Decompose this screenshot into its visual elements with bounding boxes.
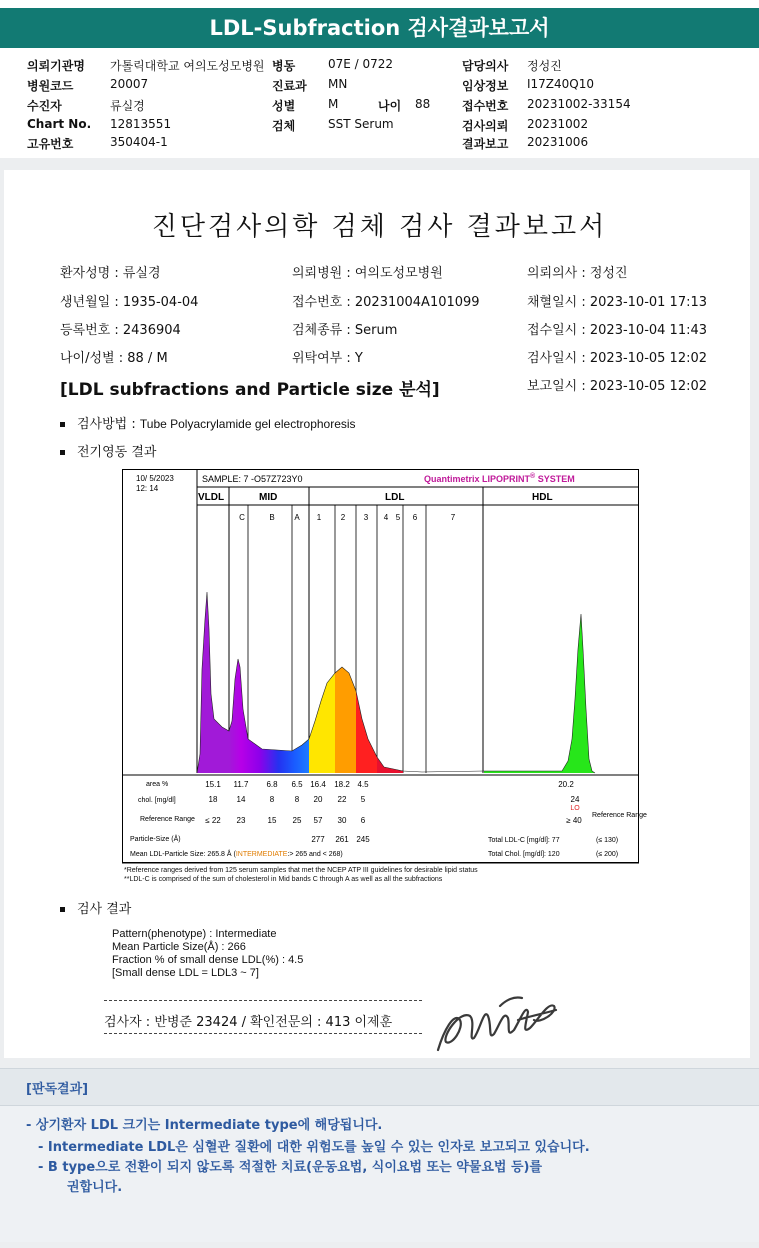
signoff-divider xyxy=(104,1000,422,1001)
value-request-date: 20231002 xyxy=(527,117,589,131)
hdl-chol: 24 xyxy=(570,795,580,804)
value-department: MN xyxy=(328,77,348,91)
signature-image xyxy=(430,990,565,1058)
footnote-2: **LDL-C is comprised of the sum of cholesterol in Mid bands C through A as well as all the subfractions xyxy=(124,876,443,883)
method-value: Tube Polyacrylamide gel electrophoresis xyxy=(139,417,356,431)
label-receipt-no: 접수번호 xyxy=(462,99,509,113)
particle-size-label: Particle-Size (Å) xyxy=(130,836,181,843)
info-birth: 생년월일 : 1935-04-04 xyxy=(60,295,199,310)
label-specimen: 검체 xyxy=(272,119,296,133)
info-reg-no: 등록번호 : 2436904 xyxy=(60,323,181,338)
band-label-4: 4 xyxy=(383,513,389,522)
footnote-1: *Reference ranges derived from 125 serum samples that met the NCEP ATP III guidelines for desirable lipid status xyxy=(124,867,478,874)
band-label-C: C xyxy=(239,513,245,522)
particle-size-value: 261 xyxy=(335,835,349,844)
value-doctor: 정성진 xyxy=(527,59,562,73)
bullet-dot xyxy=(60,450,65,455)
reference-range-right: Reference Range xyxy=(592,812,647,819)
chol-value: 5 xyxy=(360,795,366,804)
reference-value: 30 xyxy=(337,816,347,825)
chart-date: 10/ 5/2023 xyxy=(136,474,174,483)
result-label: 검사 결과 xyxy=(77,902,132,917)
info-collect-time: 채혈일시 : 2023-10-01 17:13 xyxy=(527,295,708,310)
label-department: 진료과 xyxy=(272,79,307,93)
info-patient-name: 환자성명 : 류실경 xyxy=(60,266,161,281)
brand-name: Quantimetrix LIPOPRINT xyxy=(424,474,531,484)
chol-value: 8 xyxy=(294,795,300,804)
area-value: 11.7 xyxy=(233,780,249,789)
value-report-date: 20231006 xyxy=(527,135,589,149)
hdl-reference: ≥ 40 xyxy=(566,816,582,825)
label-patient: 수진자 xyxy=(27,99,62,113)
total-ldl-ref: (≤ 130) xyxy=(596,837,619,844)
interpretation-line-1: - 상기환자 LDL 크기는 Intermediate type에 해당됩니다. xyxy=(26,1118,383,1133)
label-chart-no: Chart No. xyxy=(27,117,92,131)
interpretation-title: [판독결과] xyxy=(26,1082,89,1097)
hdl-area: 20.2 xyxy=(558,780,574,789)
result-mean-size: Mean Particle Size(Å) : 266 xyxy=(112,941,246,953)
value-institution: 가톨릭대학교 여의도성모병원 xyxy=(110,59,265,73)
bullet-dot xyxy=(60,907,65,912)
total-chol-ref: (≤ 200) xyxy=(596,851,619,858)
row-label-area: area % xyxy=(146,781,169,788)
area-value: 18.2 xyxy=(334,780,350,789)
label-ward: 병동 xyxy=(272,59,296,73)
area-value: 15.1 xyxy=(205,780,221,789)
label-hospital-code: 병원코드 xyxy=(27,79,74,93)
method-label: 검사방법 : xyxy=(77,417,140,432)
group-ldl: LDL xyxy=(385,492,405,503)
area-value: 4.5 xyxy=(357,780,369,789)
band-label-B: B xyxy=(269,513,275,522)
method-line xyxy=(60,413,356,432)
info-receipt: 접수번호 : 20231004A101099 xyxy=(292,295,480,310)
reference-value: 57 xyxy=(313,816,323,825)
result-pattern: Pattern(phenotype) : Intermediate xyxy=(112,928,277,940)
band-label-A: A xyxy=(294,513,300,522)
hdl-flag: LO xyxy=(570,805,580,812)
group-vldl: VLDL xyxy=(198,492,225,503)
value-sex: M xyxy=(328,97,339,111)
signoff-text: 검사자 : 반병준 23424 / 확인전문의 : 413 이제훈 xyxy=(104,1015,393,1030)
value-hospital-code: 20007 xyxy=(110,77,149,91)
bullet-dot xyxy=(60,422,65,427)
brand-registered: ® xyxy=(530,473,536,480)
band-label-5: 5 xyxy=(395,513,401,522)
chol-value: 18 xyxy=(208,795,218,804)
lab-report-title: 진단검사의학 검체 검사 결과보고서 xyxy=(151,212,608,242)
chart-sample: SAMPLE: 7 -O57Z723Y0 xyxy=(202,474,303,484)
info-age-sex: 나이/성별 : 88 / M xyxy=(60,351,168,366)
label-age: 나이 xyxy=(378,99,402,113)
result-block xyxy=(112,928,303,980)
reference-value: 15 xyxy=(267,816,277,825)
info-test-time: 검사일시 : 2023-10-05 12:02 xyxy=(527,351,708,366)
reference-value: 6 xyxy=(360,816,366,825)
value-receipt-no: 20231002-33154 xyxy=(527,97,631,111)
label-report-date: 결과보고 xyxy=(462,137,509,151)
mean-ldl-size xyxy=(130,849,343,858)
value-specimen: SST Serum xyxy=(328,117,394,131)
area-value: 6.5 xyxy=(291,780,303,789)
result-small-dense: Fraction % of small dense LDL(%) : 4.5 xyxy=(112,954,304,966)
label-institution: 의뢰기관명 xyxy=(27,59,85,73)
reference-value: ≤ 22 xyxy=(205,816,221,825)
reference-value: 25 xyxy=(292,816,302,825)
mean-class: INTERMEDIATE xyxy=(235,851,288,858)
label-doctor: 담당의사 xyxy=(462,59,509,73)
chart-brand xyxy=(424,472,575,484)
reference-value: 23 xyxy=(236,816,246,825)
value-patient: 류실경 xyxy=(110,99,145,113)
group-mid: MID xyxy=(259,492,278,503)
particle-size-value: 245 xyxy=(356,835,370,844)
result-line xyxy=(60,898,131,917)
report-title: LDL-Subfraction 검사결과보고서 xyxy=(0,8,759,48)
band-label-7: 7 xyxy=(450,513,456,522)
section-title: [LDL subfractions and Particle size 분석] xyxy=(60,380,440,400)
interpretation-line-3: - B type으로 전환이 되지 않도록 적절한 치료(운동요법, 식이요법 또는 약물요법 등)를 xyxy=(38,1160,543,1175)
label-request-date: 검사의뢰 xyxy=(462,119,509,133)
label-clinical-info: 임상정보 xyxy=(462,79,509,93)
interpretation-header xyxy=(0,1068,759,1106)
interpretation-line-2: - Intermediate LDL은 심혈관 질환에 대한 위험도를 높일 수 있는 인자로 보고되고 있습니다. xyxy=(38,1140,590,1155)
signoff-divider xyxy=(104,1033,422,1034)
value-chart-no: 12813551 xyxy=(110,117,172,131)
label-unique-no: 고유번호 xyxy=(27,137,74,151)
area-value: 6.8 xyxy=(266,780,278,789)
chol-value: 14 xyxy=(236,795,246,804)
value-ward: 07E / 0722 xyxy=(328,57,394,71)
lipoprint-chart xyxy=(122,469,647,863)
chart-time: 12: 14 xyxy=(136,484,159,493)
row-label-chol: chol. [mg/dl] xyxy=(138,797,176,804)
info-req-hospital: 의뢰병원 : 여의도성모병원 xyxy=(292,266,443,281)
row-label-reference: Reference Range xyxy=(140,816,195,823)
total-chol: Total Chol. [mg/dl]: 120 xyxy=(488,851,560,858)
mean-prefix: Mean LDL-Particle Size: 265.8 Å ( xyxy=(130,851,236,858)
info-req-doctor: 의뢰의사 : 정성진 xyxy=(527,266,628,281)
info-receipt-time: 접수일시 : 2023-10-04 11:43 xyxy=(527,323,708,338)
value-clinical-info: I17Z40Q10 xyxy=(527,77,595,91)
chart-frame xyxy=(123,470,639,863)
electro-label: 전기영동 결과 xyxy=(77,445,157,460)
electro-line xyxy=(60,441,156,460)
result-definition: [Small dense LDL = LDL3 ~ 7] xyxy=(112,967,259,979)
chol-value: 8 xyxy=(269,795,275,804)
chol-value: 22 xyxy=(337,795,347,804)
chol-value: 20 xyxy=(313,795,323,804)
band-label-2: 2 xyxy=(340,513,346,522)
label-sex: 성별 xyxy=(272,99,296,113)
header-info xyxy=(0,54,759,154)
particle-size-value: 277 xyxy=(311,835,325,844)
group-hdl: HDL xyxy=(532,492,553,503)
value-unique-no: 350404-1 xyxy=(110,135,168,149)
interpretation-line-4: 권합니다. xyxy=(67,1180,123,1195)
band-label-3: 3 xyxy=(363,513,369,522)
value-age: 88 xyxy=(415,97,431,111)
mean-suffix: :> 265 and < 268) xyxy=(287,851,343,858)
band-label-1: 1 xyxy=(316,513,322,522)
info-specimen-type: 검체종류 : Serum xyxy=(292,323,398,338)
band-label-6: 6 xyxy=(412,513,418,522)
info-report-time: 보고일시 : 2023-10-05 12:02 xyxy=(527,379,708,394)
brand-system: SYSTEM xyxy=(535,474,575,484)
area-value: 16.4 xyxy=(310,780,326,789)
info-outsourced: 위탁여부 : Y xyxy=(292,351,363,366)
total-ldl: Total LDL-C [mg/dl]: 77 xyxy=(488,837,560,844)
